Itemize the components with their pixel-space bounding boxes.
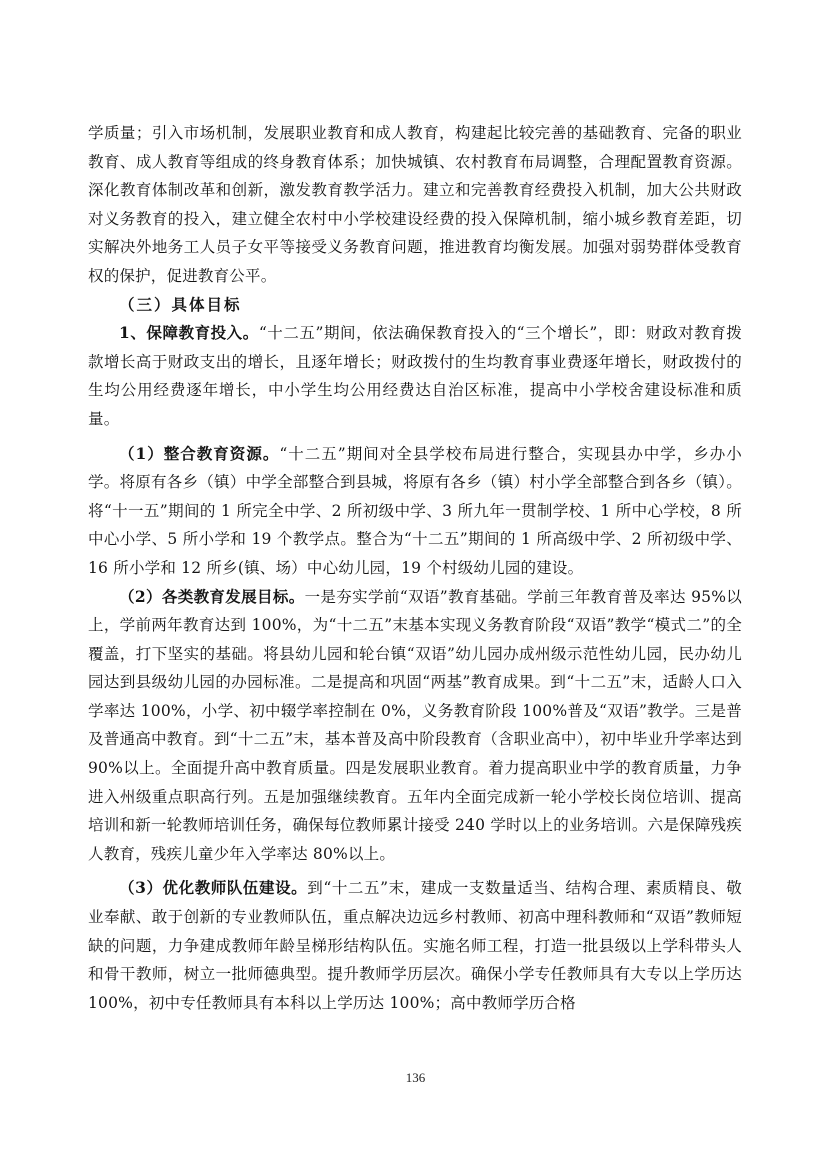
item-body-teacher-team: 到“十二五”末，建成一支数量适当、结构合理、素质精良、敬业奉献、敢于创新的专业教师队伍，重点解决边远乡村教师、初高中理科教师和“双语”教师短缺的问题，力争建成教师年龄呈梯形结构队伍。实施名师工程，打造一批县级以上学科带头人和骨干教师，树立一批师德典型。提升教师学历层次。确保小学专任教师具有大专以上学历达 100%，初中专任教师具有本科以上学历达 100%；高中教师学历合格 bbox=[88, 879, 743, 1012]
page-number: 136 bbox=[405, 1070, 426, 1085]
paragraph-teacher-team bbox=[88, 874, 742, 1017]
paragraph-resource-integration bbox=[88, 440, 742, 583]
item-lead-teacher-team: （3）优化教师队伍建设。 bbox=[119, 878, 308, 898]
item-lead-resource-integration: （1）整合教育资源。 bbox=[119, 443, 280, 463]
paragraph-education-investment bbox=[88, 319, 742, 433]
item-lead-education-investment: 1、保障教育投入。 bbox=[119, 323, 259, 343]
item-body-development-goals: 一是夯实学前“双语”教育基础。学前三年教育普及率达 95%以上，学前两年教育达到 100%，为“十二五”末基本实现义务教育阶段“双语”教学“模式二”的全覆盖，打下坚实的基础。将县幼儿园和轮台镇“双语”幼儿园办成州级示范性幼儿园，民办幼儿园达到县级幼儿园的办园标准。二是提高和巩固“两基”教育成果。到“十二五”末，适龄人口入学率达 100%，小学、初中辍学率控制在 0%，义务教育阶段 100%普及“双语”教学。三是普及普通高中教育。到“十二五”末，基本普及高中阶段教育（含职业高中），初中毕业升学率达到 90%以上。全面提升高中教育质量。四是发展职业教育。着力提高职业中学的教育质量，力争进入州级重点职高行列。五是加强继续教育。五年内全面完成新一轮小学校长岗位培训、提高培训和新一轮教师培训任务，确保每位教师累计接受 240 学时以上的业务培训。六是保障残疾人教育，残疾儿童少年入学率达 80%以上。 bbox=[88, 587, 742, 863]
item-body-resource-integration: “十二五”期间对全县学校布局进行整合，实现县办中学，乡办小学。将原有各乡（镇）中学全部整合到县城，将原有各乡（镇）村小学全部整合到各乡（镇）。将“十一五”期间的 1 所完全中学、2 所初级中学、3 所九年一贯制学校、1 所中心学校，8 所中心小学、5 所小学和 19 个教学点。整合为“十二五”期间的 1 所高级中学、2 所初级中学、16 所小学和 12 所乡(镇、场）中心幼儿园，19 个村级幼儿园的建设。 bbox=[88, 444, 742, 577]
paragraph-development-goals bbox=[88, 583, 742, 869]
body-text bbox=[88, 119, 742, 1017]
section-heading: （三）具体目标 bbox=[119, 294, 242, 314]
paragraph-continuation: 学质量；引入市场机制，发展职业教育和成人教育，构建起比较完善的基础教育、完备的职业教育、成人教育等组成的终身教育体系；加快城镇、农村教育布局调整，合理配置教育资源。深化教育体制改革和创新，激发教育教学活力。建立和完善教育经费投入机制，加大公共财政对义务教育的投入，建立健全农村中小学校建设经费的投入保障机制，缩小城乡教育差距，切实解决外地务工人员子女平等接受义务教育问题，推进教育均衡发展。加强对弱势群体受教育权的保护，促进教育公平。 bbox=[88, 124, 742, 285]
item-body-education-investment: “十二五”期间，依法确保教育投入的“三个增长”，即：财政对教育拨款增长高于财政支出的增长，且逐年增长；财政拨付的生均教育事业费逐年增长，财政拨付的生均公用经费逐年增长，中小学生均公用经费达自治区标准，提高中小学校舍建设标准和质量。 bbox=[88, 324, 742, 428]
item-lead-development-goals: （2）各类教育发展目标。 bbox=[119, 586, 305, 606]
